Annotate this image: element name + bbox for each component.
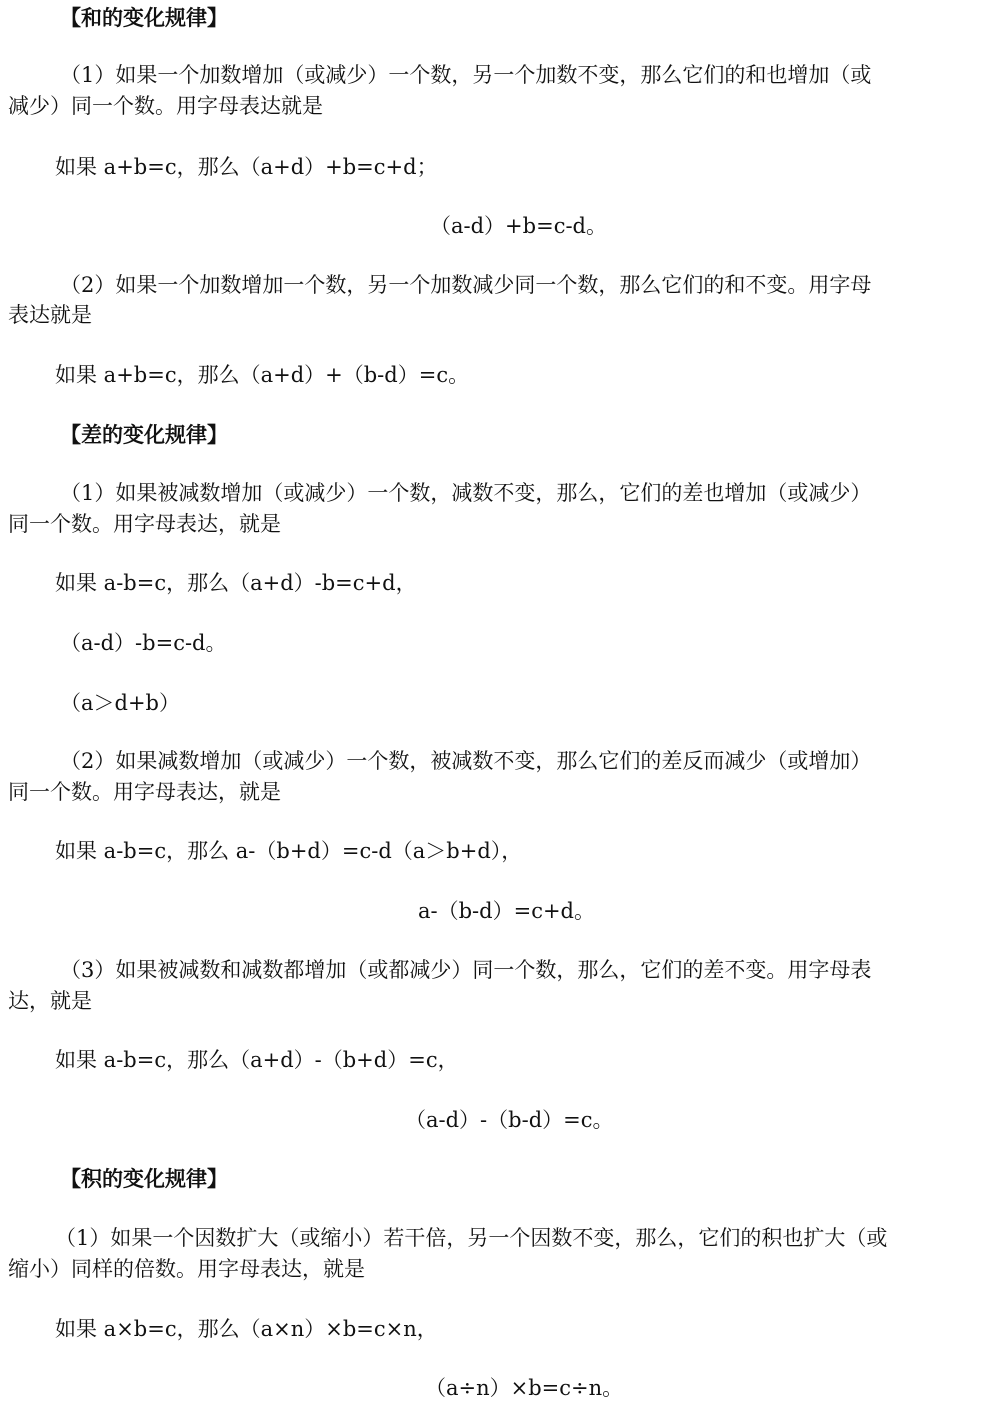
heading-product: 【积的变化规律】 bbox=[60, 1166, 228, 1191]
sum-rule1-formula2: （a-d）+b=c-d。 bbox=[430, 214, 607, 238]
sum-rule2-line1: （2）如果一个加数增加一个数，另一个加数减少同一个数，那么它们的和不变。用字母 bbox=[60, 273, 872, 297]
diff-rule1-line2: 同一个数。用字母表达，就是 bbox=[8, 512, 281, 536]
sum-rule2-formula1: 如果 a+b=c，那么（a+d）+（b-d）=c。 bbox=[55, 363, 470, 387]
diff-rule3-formula2: （a-d）-（b-d）=c。 bbox=[405, 1108, 614, 1132]
diff-rule1-line1: （1）如果被减数增加（或减少）一个数，减数不变，那么，它们的差也增加（或减少） bbox=[60, 481, 872, 505]
diff-rule2-line2: 同一个数。用字母表达，就是 bbox=[8, 780, 281, 804]
product-rule1-line1: （1）如果一个因数扩大（或缩小）若干倍，另一个因数不变，那么，它们的积也扩大（或 bbox=[55, 1226, 888, 1250]
diff-rule2-formula1: 如果 a-b=c，那么 a-（b+d）=c-d（a＞b+d）， bbox=[55, 839, 523, 863]
product-rule1-line2: 缩小）同样的倍数。用字母表达，就是 bbox=[8, 1257, 365, 1281]
heading-sum: 【和的变化规律】 bbox=[60, 5, 228, 30]
diff-rule1-formula3: （a＞d+b） bbox=[60, 691, 181, 715]
product-rule1-formula1: 如果 a×b=c，那么（a×n）×b=c×n， bbox=[55, 1317, 438, 1341]
diff-rule3-line2: 达，就是 bbox=[8, 989, 92, 1013]
sum-rule1-line2: 减少）同一个数。用字母表达就是 bbox=[8, 94, 323, 118]
sum-rule1-line1: （1）如果一个加数增加（或减少）一个数，另一个加数不变，那么它们的和也增加（或 bbox=[60, 63, 872, 87]
diff-rule3-formula1: 如果 a-b=c，那么（a+d）-（b+d）=c， bbox=[55, 1048, 459, 1072]
diff-rule2-formula2: a-（b-d）=c+d。 bbox=[418, 899, 595, 923]
product-rule1-formula2: （a÷n）×b=c÷n。 bbox=[425, 1376, 624, 1400]
diff-rule1-formula2: （a-d）-b=c-d。 bbox=[60, 631, 227, 655]
diff-rule1-formula1: 如果 a-b=c，那么（a+d）-b=c+d， bbox=[55, 571, 417, 595]
heading-difference: 【差的变化规律】 bbox=[60, 422, 228, 447]
sum-rule1-formula1: 如果 a+b=c，那么（a+d）+b=c+d； bbox=[55, 155, 438, 179]
diff-rule3-line1: （3）如果被减数和减数都增加（或都减少）同一个数，那么，它们的差不变。用字母表 bbox=[60, 958, 872, 982]
sum-rule2-line2: 表达就是 bbox=[8, 303, 92, 327]
diff-rule2-line1: （2）如果减数增加（或减少）一个数，被减数不变，那么它们的差反而减少（或增加） bbox=[60, 749, 872, 773]
